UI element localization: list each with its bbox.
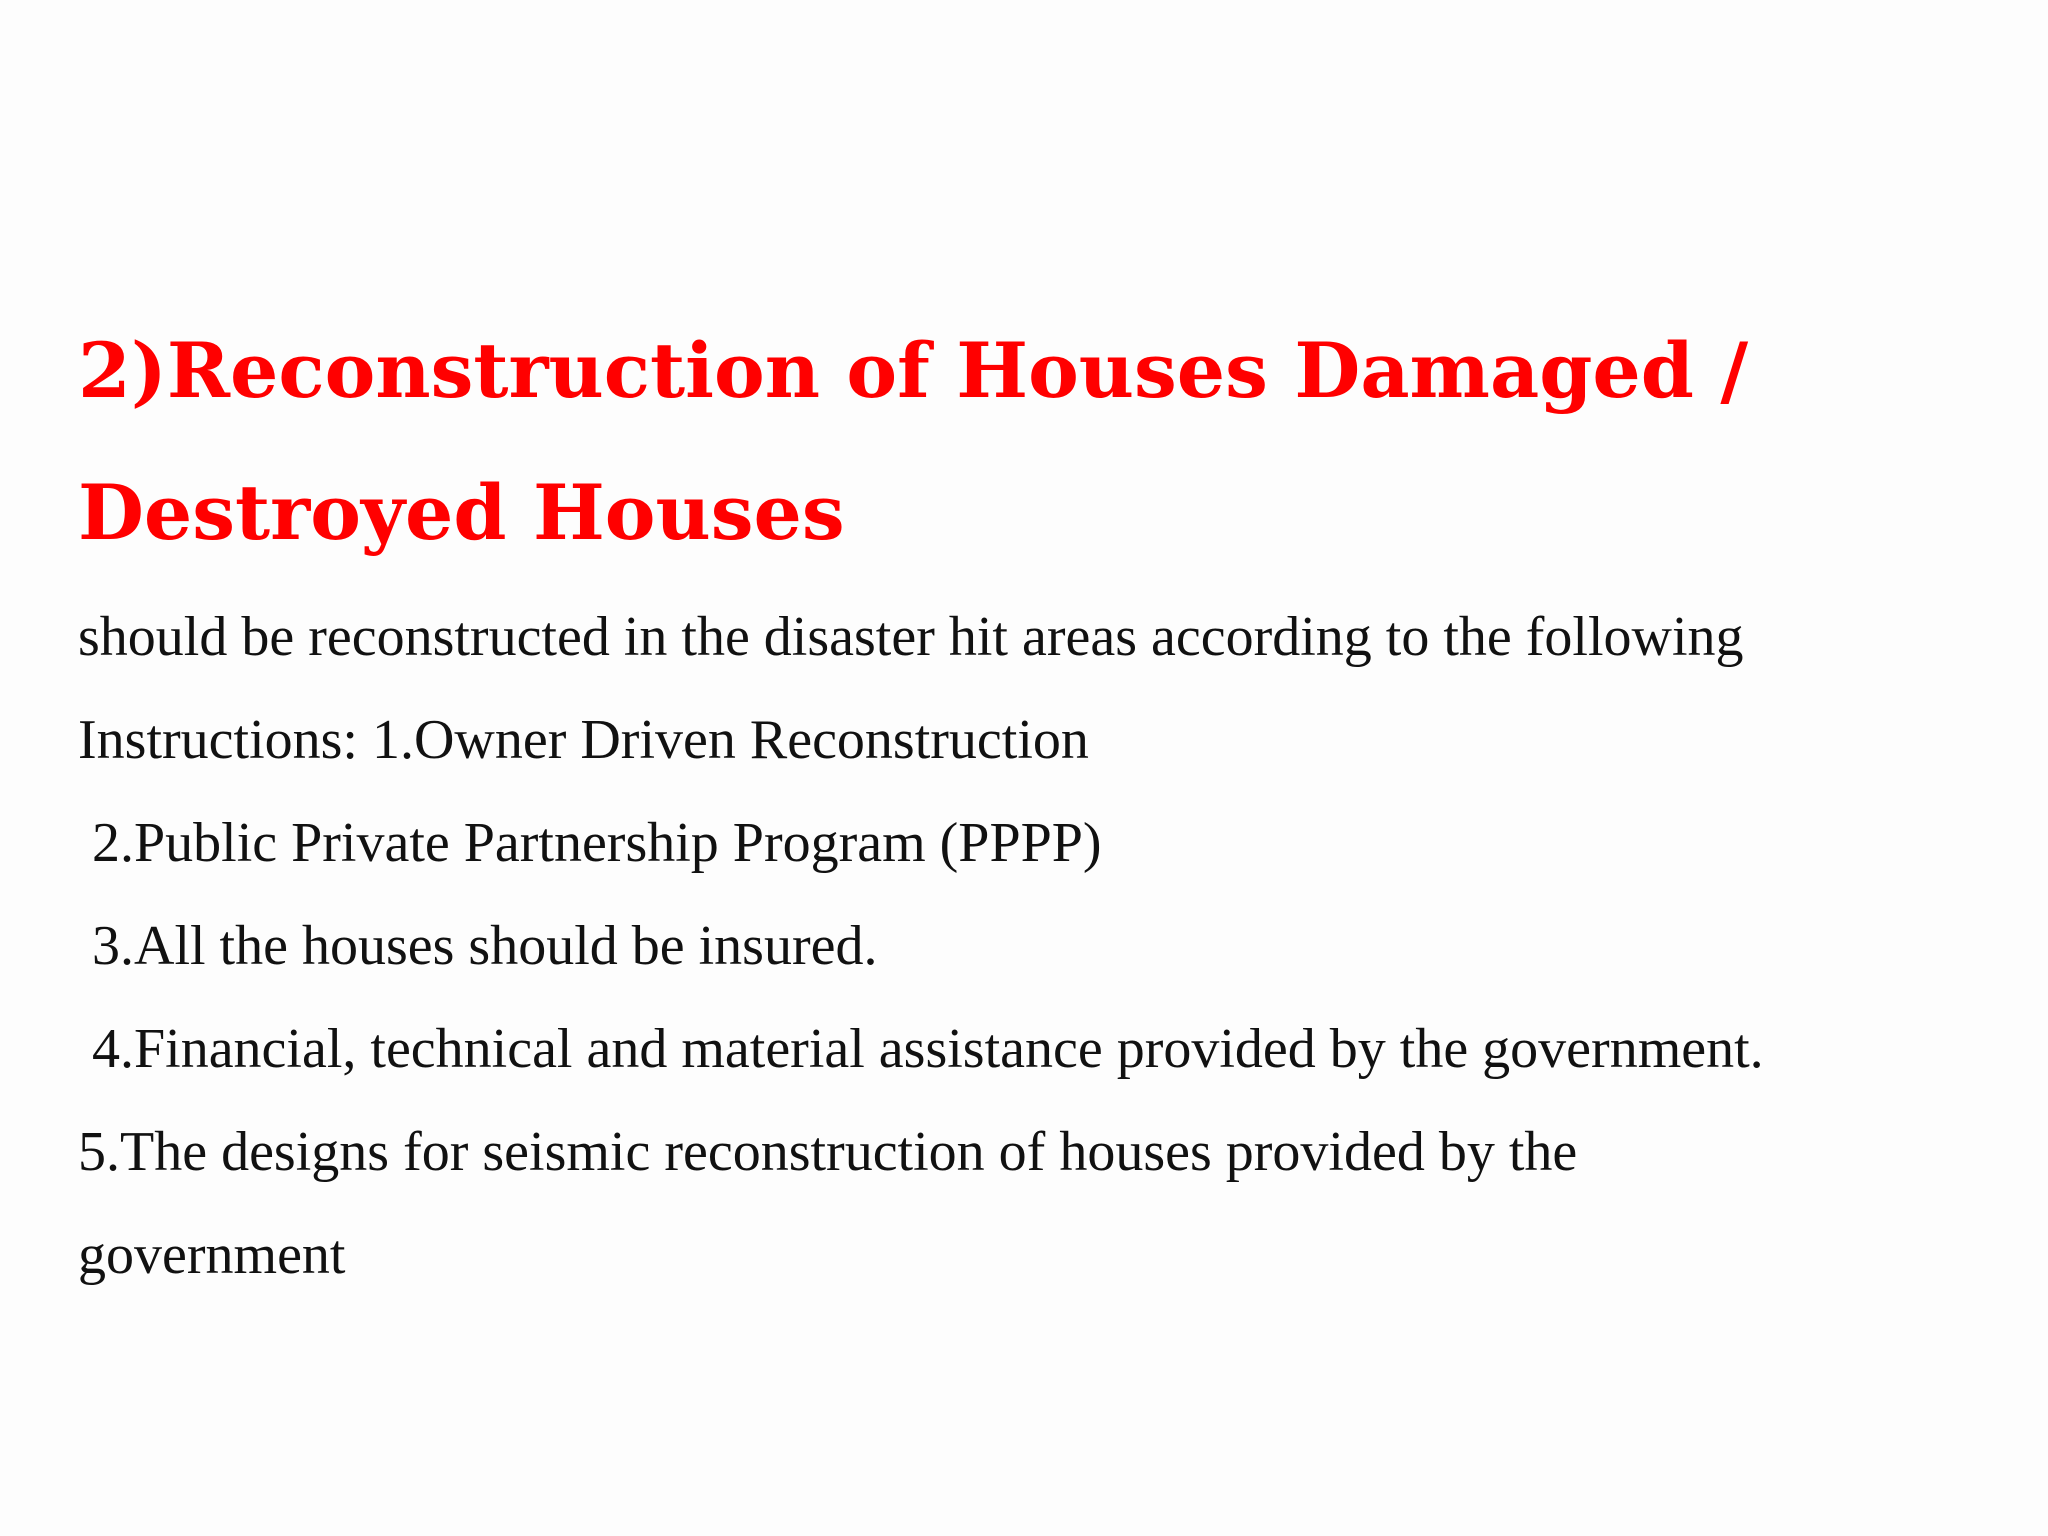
- body-line-item-3: 3.All the houses should be insured.: [78, 915, 878, 977]
- body-line-item-5: 5.The designs for seismic reconstruction of houses provided by the: [78, 1121, 1578, 1183]
- body-line-instructions: Instructions: 1.Owner Driven Reconstruction: [78, 709, 1089, 771]
- body-line-intro: should be reconstructed in the disaster hit areas according to the following: [78, 606, 1744, 668]
- slide-title-line-2: Destroyed Houses: [78, 468, 845, 557]
- body-line-item-2: 2.Public Private Partnership Program (PPPP): [78, 812, 1102, 874]
- slide-body: [78, 586, 2018, 1307]
- slide-title: [78, 300, 1978, 584]
- slide-title-line-1: 2)Reconstruction of Houses Damaged /: [78, 326, 1749, 415]
- body-line-item-4: 4.Financial, technical and material assistance provided by the government.: [78, 1018, 1764, 1080]
- body-line-item-5-cont: government: [78, 1224, 346, 1286]
